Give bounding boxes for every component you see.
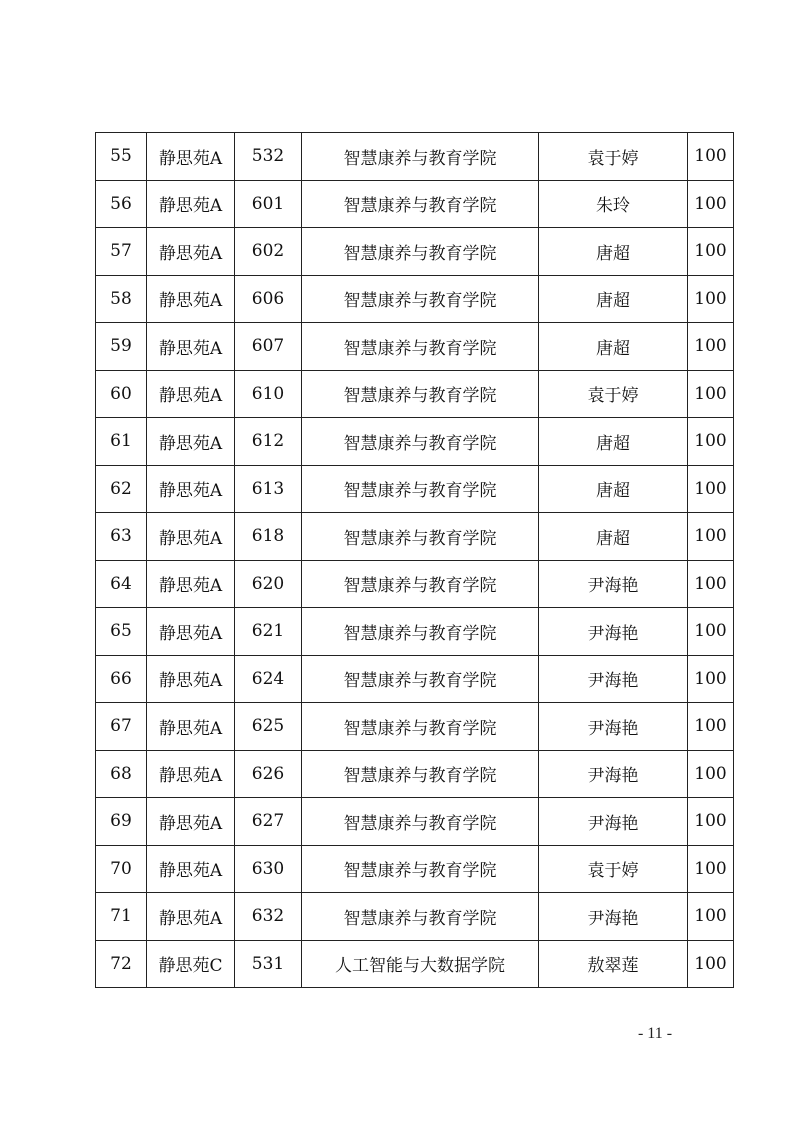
- dormitory-score-table: [95, 132, 734, 988]
- index-cell: 60: [96, 370, 147, 418]
- building-cell: 静思苑A: [147, 133, 235, 181]
- college-cell: 智慧康养与教育学院: [302, 323, 539, 371]
- building-cell: 静思苑A: [147, 798, 235, 846]
- score-cell: 100: [688, 703, 734, 751]
- counselor-cell: 唐超: [539, 323, 688, 371]
- room-cell: 627: [235, 798, 302, 846]
- building-cell: 静思苑A: [147, 845, 235, 893]
- index-cell: 65: [96, 608, 147, 656]
- college-cell: 智慧康养与教育学院: [302, 418, 539, 466]
- table-row: [96, 655, 734, 703]
- building-cell: 静思苑A: [147, 465, 235, 513]
- index-cell: 70: [96, 845, 147, 893]
- index-cell: 62: [96, 465, 147, 513]
- table-row: [96, 703, 734, 751]
- counselor-cell: 袁于婷: [539, 133, 688, 181]
- score-cell: 100: [688, 750, 734, 798]
- building-cell: 静思苑A: [147, 228, 235, 276]
- building-cell: 静思苑A: [147, 703, 235, 751]
- room-cell: 606: [235, 275, 302, 323]
- counselor-cell: 尹海艳: [539, 560, 688, 608]
- score-cell: 100: [688, 655, 734, 703]
- index-cell: 67: [96, 703, 147, 751]
- index-cell: 55: [96, 133, 147, 181]
- college-cell: 人工智能与大数据学院: [302, 940, 539, 988]
- college-cell: 智慧康养与教育学院: [302, 465, 539, 513]
- counselor-cell: 敖翠莲: [539, 940, 688, 988]
- building-cell: 静思苑A: [147, 513, 235, 561]
- score-cell: 100: [688, 608, 734, 656]
- table-row: [96, 560, 734, 608]
- table-row: [96, 893, 734, 941]
- building-cell: 静思苑A: [147, 180, 235, 228]
- college-cell: 智慧康养与教育学院: [302, 275, 539, 323]
- counselor-cell: 唐超: [539, 513, 688, 561]
- table-row: [96, 750, 734, 798]
- score-cell: 100: [688, 418, 734, 466]
- table-row: [96, 133, 734, 181]
- counselor-cell: 尹海艳: [539, 750, 688, 798]
- room-cell: 607: [235, 323, 302, 371]
- table-row: [96, 275, 734, 323]
- college-cell: 智慧康养与教育学院: [302, 750, 539, 798]
- college-cell: 智慧康养与教育学院: [302, 893, 539, 941]
- room-cell: 531: [235, 940, 302, 988]
- table-row: [96, 940, 734, 988]
- table-body: [96, 133, 734, 988]
- score-cell: 100: [688, 845, 734, 893]
- college-cell: 智慧康养与教育学院: [302, 228, 539, 276]
- college-cell: 智慧康养与教育学院: [302, 180, 539, 228]
- index-cell: 69: [96, 798, 147, 846]
- room-cell: 618: [235, 513, 302, 561]
- score-cell: 100: [688, 275, 734, 323]
- building-cell: 静思苑A: [147, 750, 235, 798]
- table-row: [96, 513, 734, 561]
- index-cell: 59: [96, 323, 147, 371]
- index-cell: 56: [96, 180, 147, 228]
- score-cell: 100: [688, 940, 734, 988]
- table-row: [96, 418, 734, 466]
- table-row: [96, 228, 734, 276]
- counselor-cell: 尹海艳: [539, 893, 688, 941]
- table-row: [96, 798, 734, 846]
- room-cell: 610: [235, 370, 302, 418]
- table-row: [96, 608, 734, 656]
- room-cell: 620: [235, 560, 302, 608]
- building-cell: 静思苑C: [147, 940, 235, 988]
- score-cell: 100: [688, 513, 734, 561]
- counselor-cell: 唐超: [539, 465, 688, 513]
- college-cell: 智慧康养与教育学院: [302, 845, 539, 893]
- index-cell: 61: [96, 418, 147, 466]
- score-cell: 100: [688, 893, 734, 941]
- score-cell: 100: [688, 180, 734, 228]
- room-cell: 613: [235, 465, 302, 513]
- index-cell: 66: [96, 655, 147, 703]
- counselor-cell: 袁于婷: [539, 845, 688, 893]
- room-cell: 632: [235, 893, 302, 941]
- college-cell: 智慧康养与教育学院: [302, 133, 539, 181]
- college-cell: 智慧康养与教育学院: [302, 370, 539, 418]
- counselor-cell: 尹海艳: [539, 655, 688, 703]
- room-cell: 625: [235, 703, 302, 751]
- building-cell: 静思苑A: [147, 275, 235, 323]
- score-cell: 100: [688, 133, 734, 181]
- score-cell: 100: [688, 798, 734, 846]
- room-cell: 626: [235, 750, 302, 798]
- index-cell: 68: [96, 750, 147, 798]
- counselor-cell: 朱玲: [539, 180, 688, 228]
- room-cell: 630: [235, 845, 302, 893]
- counselor-cell: 唐超: [539, 228, 688, 276]
- score-cell: 100: [688, 465, 734, 513]
- index-cell: 63: [96, 513, 147, 561]
- index-cell: 64: [96, 560, 147, 608]
- building-cell: 静思苑A: [147, 323, 235, 371]
- building-cell: 静思苑A: [147, 655, 235, 703]
- table-row: [96, 465, 734, 513]
- college-cell: 智慧康养与教育学院: [302, 655, 539, 703]
- college-cell: 智慧康养与教育学院: [302, 513, 539, 561]
- table-row: [96, 180, 734, 228]
- college-cell: 智慧康养与教育学院: [302, 608, 539, 656]
- index-cell: 57: [96, 228, 147, 276]
- college-cell: 智慧康养与教育学院: [302, 703, 539, 751]
- room-cell: 624: [235, 655, 302, 703]
- counselor-cell: 尹海艳: [539, 798, 688, 846]
- counselor-cell: 唐超: [539, 275, 688, 323]
- room-cell: 612: [235, 418, 302, 466]
- building-cell: 静思苑A: [147, 370, 235, 418]
- building-cell: 静思苑A: [147, 560, 235, 608]
- college-cell: 智慧康养与教育学院: [302, 798, 539, 846]
- room-cell: 532: [235, 133, 302, 181]
- building-cell: 静思苑A: [147, 418, 235, 466]
- room-cell: 601: [235, 180, 302, 228]
- table-row: [96, 845, 734, 893]
- index-cell: 72: [96, 940, 147, 988]
- counselor-cell: 唐超: [539, 418, 688, 466]
- building-cell: 静思苑A: [147, 893, 235, 941]
- building-cell: 静思苑A: [147, 608, 235, 656]
- score-cell: 100: [688, 560, 734, 608]
- score-cell: 100: [688, 370, 734, 418]
- counselor-cell: 尹海艳: [539, 703, 688, 751]
- index-cell: 58: [96, 275, 147, 323]
- index-cell: 71: [96, 893, 147, 941]
- college-cell: 智慧康养与教育学院: [302, 560, 539, 608]
- counselor-cell: 袁于婷: [539, 370, 688, 418]
- score-cell: 100: [688, 323, 734, 371]
- table-row: [96, 323, 734, 371]
- room-cell: 602: [235, 228, 302, 276]
- counselor-cell: 尹海艳: [539, 608, 688, 656]
- score-cell: 100: [688, 228, 734, 276]
- table-row: [96, 370, 734, 418]
- room-cell: 621: [235, 608, 302, 656]
- page-number: - 11 -: [637, 1025, 673, 1042]
